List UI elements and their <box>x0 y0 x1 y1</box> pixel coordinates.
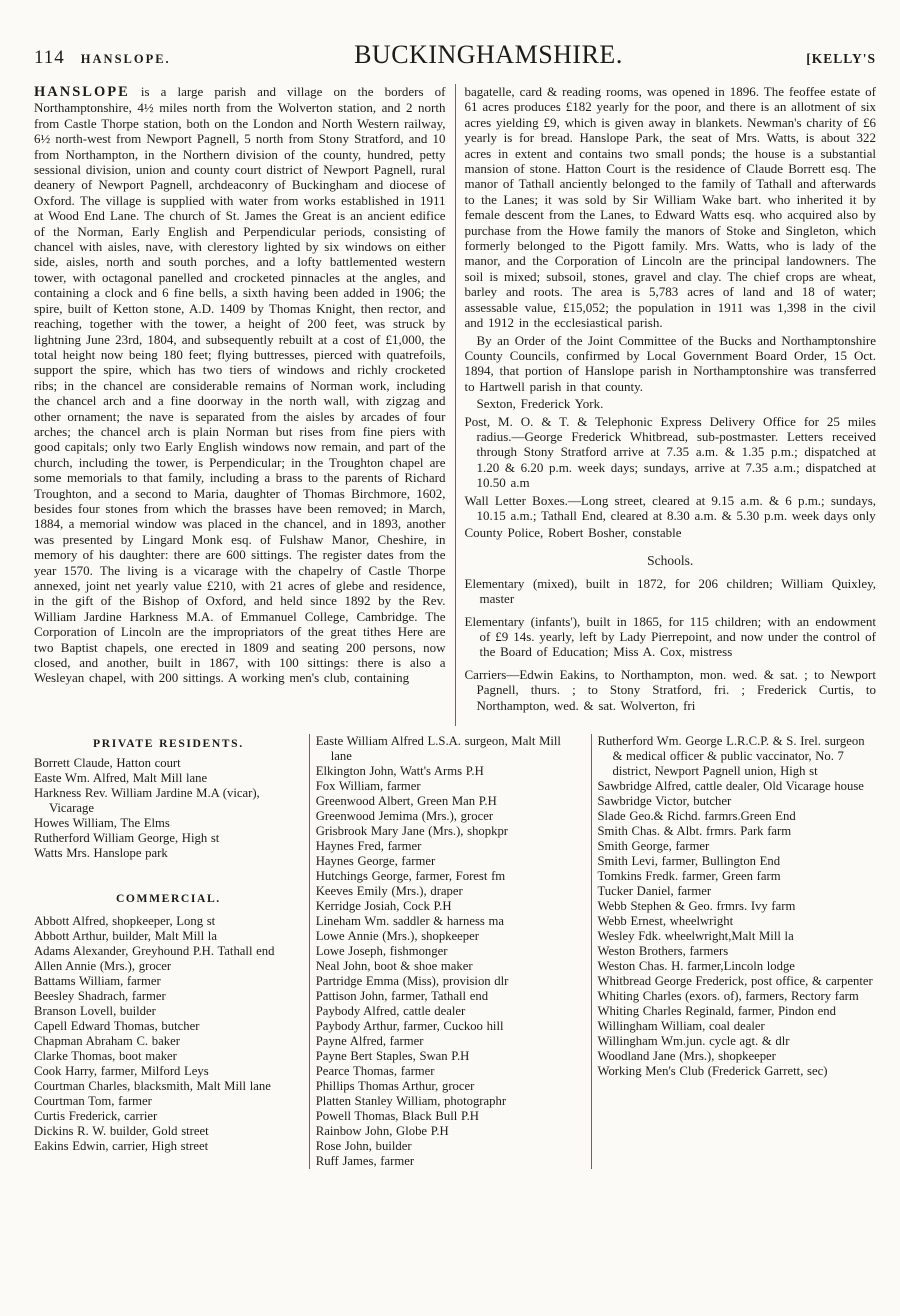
commercial-entry: Greenwood Jemima (Mrs.), grocer <box>315 809 494 824</box>
school-entry: Elementary (mixed), built in 1872, for 206 children; William Quixley, master <box>464 575 876 607</box>
commercial-entry: Rose John, builder <box>315 1139 412 1154</box>
commercial-entry: Eakins Edwin, carrier, High street <box>34 1139 209 1154</box>
private-residents-heading: PRIVATE RESIDENTS. <box>93 737 244 751</box>
commercial-entry: Abbott Alfred, shopkeeper, Long st <box>34 914 216 929</box>
commercial-entry: Rutherford Wm. George L.R.C.P. & S. Irel. surgeon & medical officer & public vaccinator, No. 7 district, Newport Pagnell union, High st <box>597 734 865 779</box>
wall-letter-boxes-paragraph: Wall Letter Boxes.—Long street, cleared at 9.15 a.m. & 6 p.m.; sundays, 10.15 a.m.; Tathall End, cleared at 8.30 a.m. & 5.30 p.m. week days only <box>464 492 876 523</box>
commercial-entry: Paybody Alfred, cattle dealer <box>315 1004 466 1019</box>
parish-lead-word: HANSLOPE <box>34 84 130 100</box>
commercial-entry: Webb Ernest, wheelwright <box>597 914 734 929</box>
article-section <box>34 84 876 726</box>
private-resident-entry: Watts Mrs. Hanslope park <box>34 846 168 861</box>
commercial-entry: Branson Lovell, builder <box>34 1004 156 1019</box>
parish-description-paragraph <box>34 84 446 686</box>
commercial-entry: Chapman Abraham C. baker <box>34 1034 180 1049</box>
commercial-entry: Smith George, farmer <box>597 839 710 854</box>
sexton-line: Sexton, Frederick York. <box>476 396 604 412</box>
commercial-entry: Whiting Charles (exors. of), farmers, Rectory farm <box>597 989 859 1004</box>
commercial-entry: Phillips Thomas Arthur, grocer <box>315 1079 475 1094</box>
directory-section <box>34 734 876 1169</box>
commercial-list-col1 <box>34 914 303 1154</box>
commercial-entry: Slade Geo.& Richd. farmrs.Green End <box>597 809 796 824</box>
commercial-entry: Abbott Arthur, builder, Malt Mill la <box>34 929 217 944</box>
commercial-entry: Neal John, boot & shoe maker <box>315 959 473 974</box>
commercial-entry: Paybody Arthur, farmer, Cuckoo hill <box>315 1019 504 1034</box>
county-title: BUCKINGHAMSHIRE. <box>354 40 623 69</box>
commercial-entry: Haynes George, farmer <box>315 854 436 869</box>
commercial-entry: Beesley Shadrach, farmer <box>34 989 166 1004</box>
directory-column-1 <box>34 734 310 1169</box>
commercial-entry: Keeves Emily (Mrs.), draper <box>315 884 463 899</box>
article-left-column <box>34 84 456 726</box>
commercial-entry: Smith Chas. & Albt. frmrs. Park farm <box>597 824 792 839</box>
commercial-entry: Whitbread George Frederick, post office, & carpenter <box>597 974 873 989</box>
commercial-entry: Tomkins Fredk. farmer, Green farm <box>597 869 781 884</box>
directory-column-3 <box>592 734 876 1169</box>
private-resident-entry: Howes William, The Elms <box>34 816 170 831</box>
commercial-list-col2 <box>316 734 585 1169</box>
commercial-entry: Courtman Tom, farmer <box>34 1094 152 1109</box>
page-header <box>34 40 876 70</box>
commercial-entry: Courtman Charles, blacksmith, Malt Mill lane <box>34 1079 271 1094</box>
commercial-entry: Webb Stephen & Geo. frmrs. Ivy farm <box>597 899 796 914</box>
commercial-entry: Capell Edward Thomas, butcher <box>34 1019 200 1034</box>
school-entry: Elementary (infants'), built in 1865, for 115 children; with an endowment of £9 14s. yearly, left by Lady Pierrepoint, and now under the control of the Board of Education; Miss A. Cox, mistress <box>464 613 876 660</box>
commercial-entry: Payne Alfred, farmer <box>315 1034 424 1049</box>
commercial-entry: Fox William, farmer <box>315 779 421 794</box>
commercial-entry: Adams Alexander, Greyhound P.H. Tathall end <box>34 944 275 959</box>
commercial-entry: Kerridge Josiah, Cock P.H <box>315 899 452 914</box>
carriers-paragraph: Carriers—Edwin Eakins, to Northampton, mon. wed. & sat. ; to Newport Pagnell, thurs. ; to Stony Stratford, fri. ; Frederick Curtis, to Northampton, wed. & sat. Wolverton, fri <box>464 666 876 713</box>
kellys-mark: [KELLY'S <box>806 51 876 66</box>
commercial-list-col3 <box>598 734 876 1079</box>
parish-description-text: is a large parish and village on the borders of Northamptonshire, 4½ miles north from the Wolverton station, and 2 north from Castle Thorpe station, both on the London and North Western railway, 6½ north-west from Newport Pagnell, 5 north from Stony Stratford, and 10 from Northampton, in the Northern division of the county, hundred, petty sessional division, union and county court district of Newport Pagnell, rural deanery of Newport Pagnell, archdeaconry of Buckingham and diocese of Oxford. The village is supplied with water from works established in 1911 at Wood End Lane. The church of St. James the Great is an ancient edifice of the Norman, Early English and Perpendicular periods, consisting of chancel with aisles, nave, with clerestory lighted by six windows on either side, aisles, north and south porches, and a lofty battlemented western tower, with octagonal panelled and crocketed pinnacles at the angles, and containing a clock and 6 fine bells, a sixth having been added in 1906; the spire, built of Ketton stone, A.D. 1409 by Thomas Knight, then rector, and reaching, together with the tower, a height of 200 feet, was struck by lightning June 23rd, 1804, and subsequently rebuilt at a cost of £1,000, the total height now being 180 feet; flying buttresses, pierced with quatrefoils, support the spire, which has two tiers of windows and richly crocketed ribs; in the chancel are considerable remains of Norman work, including the chancel arch and a fine doorway in the north wall, with zigzag and other ornament; the nave is separated from the aisles by arcades of four arches; the chancel arch is plain Norman but rises from fine piers with good capitals; only two Early English windows now remain, and part of the church, including the tower, is Perpendicular; in the Troughton chapel are some memorials to that family, including a brass to the parents of Richard Troughton, and a second to Maria, daughter of Thomas Birchmore, 1602, besides four stones from which the brasses have been removed; in March, 1884, a memorial window was placed in the chancel, and in 1893, another was presented by Lingard Monk esq. of Fulshaw Manor, Cheshire, in memory of his daughter: there are 600 sittings. The register dates from the year 1570. The living is a vicarage with the chapelry of Castle Thorpe annexed, joint net yearly value £210, with 21 acres of glebe and residence, in the gift of the Bishop of Oxford, and held since 1892 by the Rev. William Jardine Harkness M.A. of Emmanuel College, Cambridge. The Corporation of Lincoln are the impropriators of the great tithes Here are two Baptist chapels, one erected in 1809 and seating 200 persons, now closed, and another, built in 1867, with 100 sittings: there is also a Wesleyan chapel, with 200 sittings. A working men's club, containing <box>34 84 446 686</box>
commercial-entry: Platten Stanley William, photographr <box>315 1094 507 1109</box>
commercial-entry: Whiting Charles Reginald, farmer, Pindon end <box>597 1004 836 1019</box>
commercial-entry: Pearce Thomas, farmer <box>315 1064 435 1079</box>
commercial-entry: Partridge Emma (Miss), provision dlr <box>315 974 509 989</box>
commercial-entry: Greenwood Albert, Green Man P.H <box>315 794 497 809</box>
commercial-entry: Wesley Fdk. wheelwright,Malt Mill la <box>597 929 794 944</box>
county-police-line: County Police, Robert Bosher, constable <box>464 525 682 541</box>
commercial-heading: COMMERCIAL. <box>115 892 221 906</box>
private-resident-entry: Easte Wm. Alfred, Malt Mill lane <box>34 771 208 786</box>
commercial-entry: Lowe Annie (Mrs.), shopkeeper <box>315 929 479 944</box>
commercial-entry: Clarke Thomas, boot maker <box>34 1049 177 1064</box>
commercial-entry: Willingham Wm.jun. cycle agt. & dlr <box>597 1034 790 1049</box>
page-number: 114 <box>34 47 65 68</box>
post-office-paragraph: Post, M. O. & T. & Telephonic Express Delivery Office for 25 miles radius.—George Frederick Whitbread, sub-postmaster. Letters received through Stony Stratford arrive at 7.35 a.m. & 1.35 p.m.; dispatched at 1.20 & 6.20 p.m. week days; sundays, arrive at 7.35 a.m.; dispatched at 10.50 a.m <box>464 413 876 491</box>
commercial-entry: Woodland Jane (Mrs.), shopkeeper <box>597 1049 776 1064</box>
commercial-entry: Weston Chas. H. farmer,Lincoln lodge <box>597 959 795 974</box>
commercial-entry: Willingham William, coal dealer <box>597 1019 765 1034</box>
commercial-entry: Sawbridge Alfred, cattle dealer, Old Vicarage house <box>597 779 864 794</box>
commercial-entry: Grisbrook Mary Jane (Mrs.), shopkpr <box>315 824 509 839</box>
directory-column-2 <box>310 734 592 1169</box>
commercial-entry: Allen Annie (Mrs.), grocer <box>34 959 172 974</box>
commercial-entry: Curtis Frederick, carrier <box>34 1109 158 1124</box>
schools-heading: Schools. <box>647 552 694 568</box>
commercial-entry: Sawbridge Victor, butcher <box>597 794 732 809</box>
commercial-entry: Dickins R. W. builder, Gold street <box>34 1124 209 1139</box>
commercial-entry: Pattison John, farmer, Tathall end <box>315 989 489 1004</box>
private-residents-list <box>34 756 303 861</box>
commercial-entry: Rainbow John, Globe P.H <box>315 1124 449 1139</box>
commercial-entry: Smith Levi, farmer, Bullington End <box>597 854 781 869</box>
commercial-entry: Tucker Daniel, farmer <box>597 884 712 899</box>
commercial-entry: Ruff James, farmer <box>315 1154 415 1169</box>
private-resident-entry: Rutherford William George, High st <box>34 831 220 846</box>
boundary-order-paragraph: By an Order of the Joint Committee of the Bucks and Northamptonshire County Councils, confirmed by Local Government Board Order, 15 Oct. 1894, that portion of Hanslope parish in Northamptonshire was transferred to Hartwell parish in that county. <box>464 332 876 394</box>
private-resident-entry: Harkness Rev. William Jardine M.A (vicar), Vicarage <box>34 786 260 816</box>
commercial-entry: Payne Bert Staples, Swan P.H <box>315 1049 470 1064</box>
commercial-entry: Working Men's Club (Frederick Garrett, sec) <box>597 1064 828 1079</box>
commercial-entry: Easte William Alfred L.S.A. surgeon, Malt Mill lane <box>315 734 561 764</box>
commercial-entry: Powell Thomas, Black Bull P.H <box>315 1109 479 1124</box>
commercial-entry: Lowe Joseph, fishmonger <box>315 944 448 959</box>
commercial-entry: Weston Brothers, farmers <box>597 944 729 959</box>
commercial-entry: Elkington John, Watt's Arms P.H <box>315 764 484 779</box>
private-resident-entry: Borrett Claude, Hatton court <box>34 756 181 771</box>
commercial-entry: Hutchings George, farmer, Forest fm <box>315 869 506 884</box>
parish-continuation-paragraph: bagatelle, card & reading rooms, was opened in 1896. The feoffee estate of 61 acres produces £182 yearly for the poor, and there is an allotment of six acres yielding £9, which is given away in blankets. Newman's charity of £6 yearly is for bread. Hanslope Park, the seat of Mrs. Watts, is about 322 acres in extent and contains two small ponds; the house is a substantial mansion of stone. Hatton Court is the residence of Claude Borrett esq. The manor of Tathall anciently belonged to the family of Tathall and afterwards to the Lanes; it was sold by Sir William Wake bart. who inherited it by female descent from the Lanes, to Edward Watts esq. who acquired also by purchase from the Howe family the manors of Stoke and Singleton, which formerly belonged to the Pigott family. Mrs. Watts, who is lady of the manor, and the Corporation of Lincoln are the principal landowners. The soil is mixed; subsoil, stones, gravel and clay. The chief crops are wheat, barley and roots. The area is 5,783 acres of land and 18 of water; assessable value, £15,052; the population in 1911 was 1,398 in the civil and 1912 in the ecclesiastical parish. <box>464 84 876 331</box>
schools-list <box>465 576 877 660</box>
commercial-entry: Battams William, farmer <box>34 974 161 989</box>
commercial-entry: Lineham Wm. saddler & harness ma <box>315 914 505 929</box>
article-right-column <box>456 84 877 726</box>
commercial-entry: Haynes Fred, farmer <box>315 839 422 854</box>
commercial-entry: Cook Harry, farmer, Milford Leys <box>34 1064 209 1079</box>
running-title: HANSLOPE. <box>80 52 171 66</box>
